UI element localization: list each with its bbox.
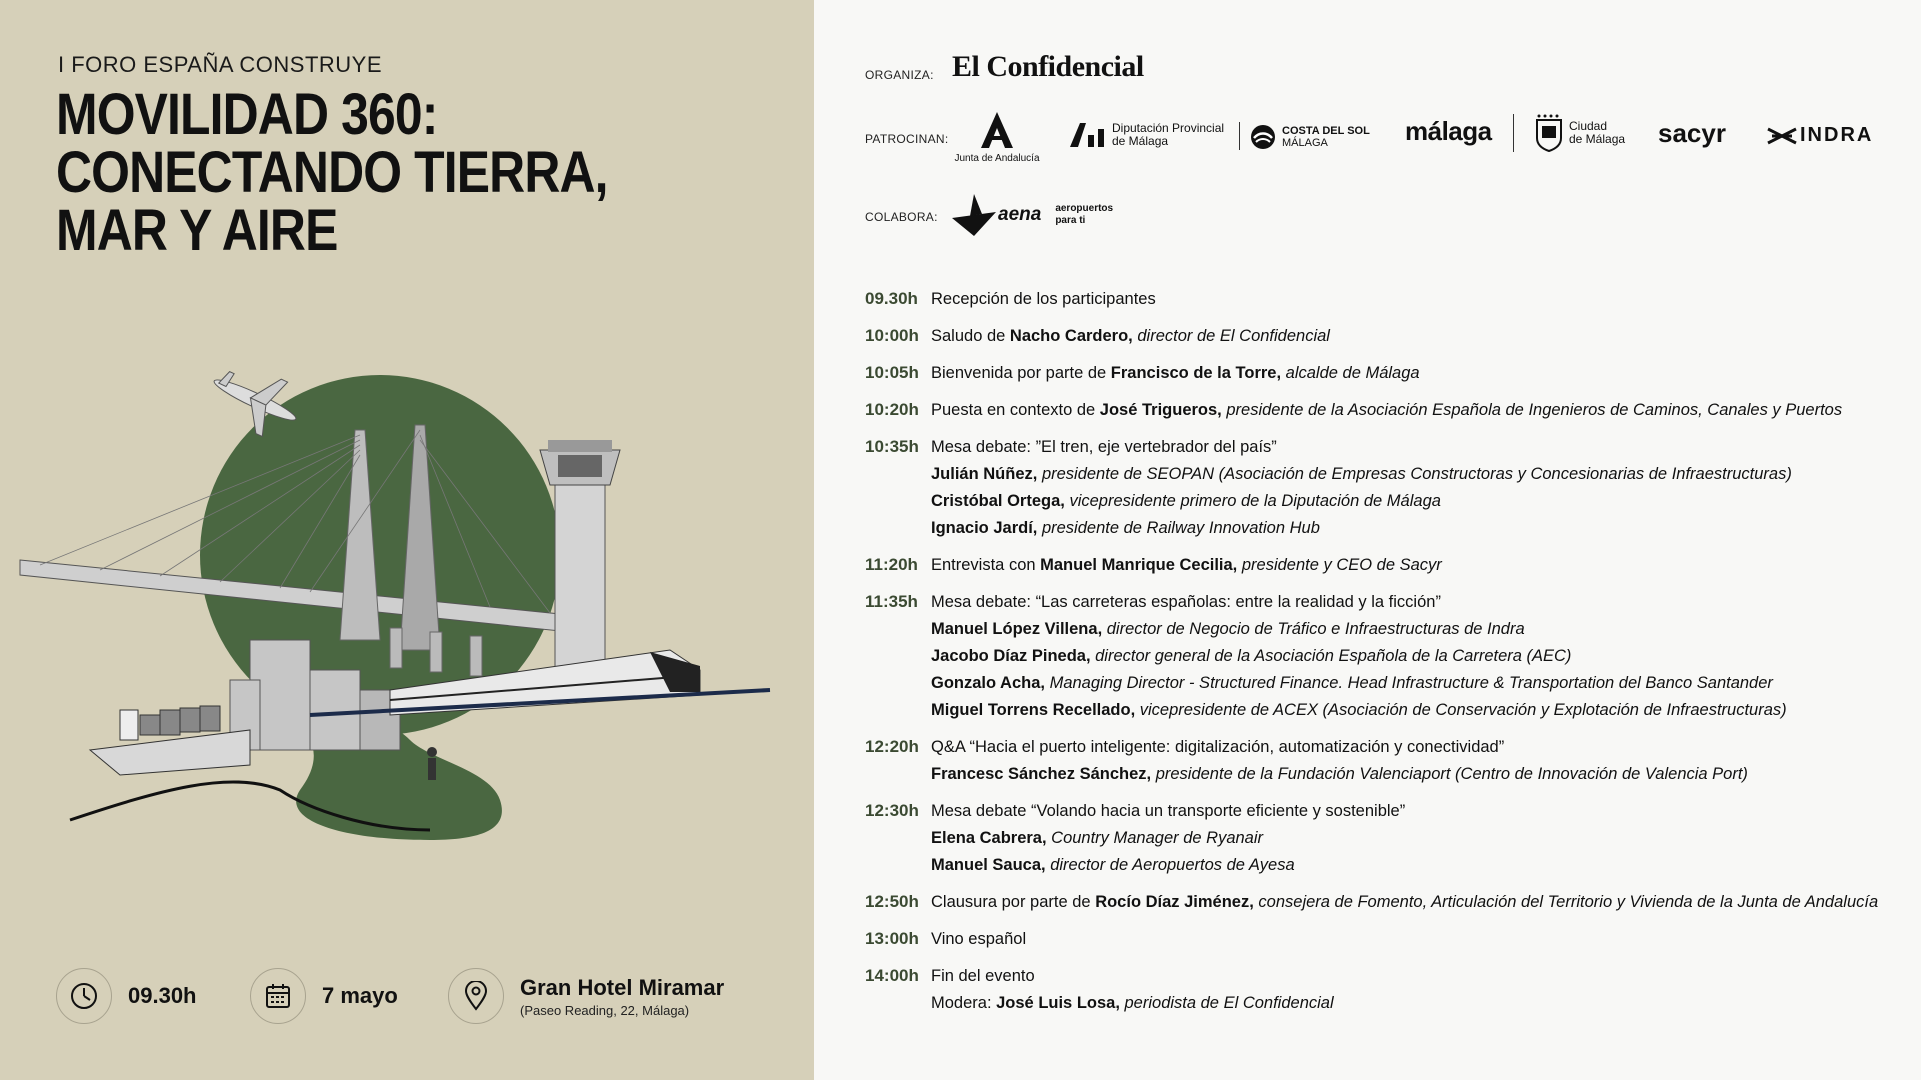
aena-logo — [952, 192, 1113, 238]
left-panel — [0, 0, 814, 1080]
agenda-time: 12:30h — [865, 801, 919, 820]
agenda-content — [931, 360, 1905, 387]
speaker-role: director de El Confidencial — [1132, 327, 1330, 345]
patrocinan-label: PATROCINAN: — [865, 132, 949, 146]
aena-tag-line2: para ti — [1055, 215, 1086, 226]
agenda-line — [931, 397, 1905, 424]
costa-del-sol-icon — [1250, 124, 1276, 150]
agenda-pre-text: Puesta en contexto de — [931, 401, 1100, 419]
speaker-name: Julián Núñez, — [931, 465, 1038, 483]
agenda-item — [865, 360, 1905, 387]
agenda-item — [865, 552, 1905, 579]
costa-line1: COSTA DEL SOL — [1282, 125, 1370, 137]
diputacion-line2: de Málaga — [1112, 134, 1169, 148]
diputacion-icon — [1070, 123, 1108, 147]
agenda-time: 12:20h — [865, 737, 919, 756]
agenda-text: Q&A “Hacia el puerto inteligente: digitalización, automatización y conectividad” — [931, 738, 1505, 756]
moderator-prefix: Modera: — [931, 994, 997, 1012]
agenda-line — [931, 734, 1905, 761]
agenda-item — [865, 589, 1905, 724]
sacyr-logo: sacyr — [1658, 118, 1726, 148]
agenda-line — [931, 323, 1905, 350]
speaker-role: Country Manager de Ryanair — [1046, 829, 1264, 847]
speaker-name: Rocío Díaz Jiménez, — [1095, 893, 1254, 911]
agenda-time: 09.30h — [865, 289, 918, 308]
agenda-line — [931, 889, 1905, 916]
speaker-name: Nacho Cardero, — [1009, 327, 1133, 345]
info-time — [56, 968, 197, 1024]
speaker-role: vicepresidente primero de la Diputación de Málaga — [1064, 492, 1441, 510]
speaker-name: Cristóbal Ortega, — [931, 492, 1065, 510]
agenda-item — [865, 926, 1905, 953]
agenda-content — [931, 589, 1905, 724]
event-venue: Gran Hotel Miramar — [520, 974, 725, 1000]
logo-divider — [1239, 122, 1240, 150]
speaker-name: Manuel Manrique Cecilia, — [1040, 556, 1238, 574]
junta-andalucia-text: Junta de Andalucía — [954, 153, 1040, 164]
speaker-name: Ignacio Jardí, — [931, 519, 1038, 537]
speaker-name: Elena Cabrera, — [931, 829, 1047, 847]
agenda-pre-text: Bienvenida por parte de — [931, 364, 1111, 382]
event-address: (Paseo Reading, 22, Málaga) — [520, 1002, 690, 1018]
agenda-text: Mesa debate: ”El tren, eje vertebrador del país” — [931, 438, 1277, 456]
el-confidencial-logo: El Confidencial — [952, 50, 1144, 83]
speaker-role: director de Negocio de Tráfico e Infraestructuras de Indra — [1102, 620, 1525, 638]
agenda-time: 11:20h — [865, 555, 918, 574]
agenda-line — [931, 963, 1905, 990]
agenda-line — [931, 360, 1905, 387]
event-date: 7 mayo — [322, 983, 398, 1008]
moderator-name: José Luis Losa, — [996, 994, 1120, 1012]
agenda-time: 10:35h — [865, 437, 919, 456]
agenda-item — [865, 798, 1905, 879]
agenda-time: 10:00h — [865, 326, 919, 345]
organiza-label: ORGANIZA: — [865, 68, 934, 82]
speaker-role: presidente de la Asociación Española de Ingenieros de Caminos, Canales y Puertos — [1221, 401, 1843, 419]
agenda-pre-text: Saludo de — [931, 327, 1010, 345]
agenda-line — [931, 488, 1905, 515]
agenda-text: Fin del evento — [931, 967, 1035, 985]
diputacion-malaga-logo — [1070, 122, 1224, 148]
agenda-content — [931, 552, 1905, 579]
speaker-role: presidente de la Fundación Valenciaport (Centro de Innovación de Valencia Port) — [1151, 765, 1748, 783]
agenda-line — [931, 926, 1905, 953]
speaker-role: Managing Director - Structured Finance. Head Infrastructure & Transportation del Banco Santander — [1045, 674, 1773, 692]
agenda-content — [931, 963, 1905, 990]
ciudad-line1: Ciudad — [1569, 119, 1608, 133]
agenda-text: Vino español — [931, 930, 1027, 948]
ciudad-shield-icon — [1535, 114, 1563, 152]
diputacion-line1: Diputación Provincial — [1112, 121, 1225, 135]
agenda-line — [931, 825, 1905, 852]
speaker-role: director general de la Asociación Española de la Carretera (AEC) — [1090, 647, 1572, 665]
speaker-role: vicepresidente de ACEX (Asociación de Conservación y Explotación de Infraestructuras) — [1135, 701, 1787, 719]
speaker-name: Gonzalo Acha, — [931, 674, 1045, 692]
agenda-item — [865, 889, 1905, 916]
speaker-name: Miguel Torrens Recellado, — [931, 701, 1136, 719]
agenda-content — [931, 926, 1905, 953]
agenda-item — [865, 434, 1905, 542]
aena-icon — [952, 192, 996, 238]
title-line-3: MAR Y AIRE — [56, 198, 338, 263]
speaker-role: presidente y CEO de Sacyr — [1237, 556, 1442, 574]
agenda-line — [931, 616, 1905, 643]
agenda-line — [931, 461, 1905, 488]
agenda-line — [931, 286, 1905, 313]
info-place — [448, 968, 724, 1024]
agenda-content — [931, 889, 1905, 916]
agenda-line — [931, 643, 1905, 670]
moderator-line — [931, 994, 1334, 1013]
agenda-line — [931, 852, 1905, 879]
speaker-name: Manuel Sauca, — [931, 856, 1046, 874]
agenda-content — [931, 397, 1905, 424]
agenda-time: 14:00h — [865, 966, 919, 985]
aena-tag-line1: aeropuertos — [1055, 203, 1114, 214]
agenda-content — [931, 798, 1905, 879]
indra-text: INDRA — [1800, 124, 1874, 146]
agenda-line — [931, 670, 1905, 697]
colabora-label: COLABORA: — [865, 210, 938, 224]
agenda-item — [865, 963, 1905, 990]
agenda-text: Mesa debate: “Las carreteras españolas: entre la realidad y la ficción” — [931, 593, 1441, 611]
cargo-ship — [90, 706, 250, 775]
agenda-item — [865, 734, 1905, 788]
speaker-role: consejera de Fomento, Articulación del Territorio y Vivienda de la Junta de Andalucía — [1253, 893, 1879, 911]
agenda-line — [931, 434, 1905, 461]
agenda-text: Recepción de los participantes — [931, 290, 1156, 308]
clock-icon — [56, 968, 112, 1024]
speaker-name: José Trigueros, — [1099, 401, 1222, 419]
costa-line2: MÁLAGA — [1282, 137, 1328, 149]
walking-person — [427, 747, 437, 780]
agenda-line — [931, 515, 1905, 542]
speaker-role: alcalde de Málaga — [1281, 364, 1420, 382]
agenda-content — [931, 323, 1905, 350]
junta-andalucia-icon — [977, 110, 1017, 150]
malaga-logo: málaga — [1405, 116, 1492, 146]
indra-icon — [1766, 127, 1798, 145]
agenda-content — [931, 434, 1905, 542]
agenda-time: 11:35h — [865, 592, 918, 611]
transport-collage-illustration — [10, 370, 780, 850]
event-time: 09.30h — [128, 983, 197, 1008]
speaker-role: director de Aeropuertos de Ayesa — [1045, 856, 1295, 874]
indra-logo — [1766, 124, 1873, 147]
agenda-time: 12:50h — [865, 892, 919, 911]
agenda-pre-text: Clausura por parte de — [931, 893, 1096, 911]
ciudad-de-malaga-logo — [1535, 114, 1625, 152]
agenda-time: 13:00h — [865, 929, 919, 948]
agenda-text: Mesa debate “Volando hacia un transporte eficiente y sostenible” — [931, 802, 1406, 820]
aena-text: aena — [998, 204, 1042, 225]
info-date — [250, 968, 398, 1024]
event-title — [56, 82, 675, 263]
speaker-name: Francesc Sánchez Sánchez, — [931, 765, 1152, 783]
title-line-2: CONECTANDO TIERRA, — [56, 140, 608, 205]
logo-divider-2 — [1513, 114, 1514, 152]
junta-andalucia-logo — [952, 110, 1042, 164]
agenda-item — [865, 397, 1905, 424]
event-kicker: I FORO ESPAÑA CONSTRUYE — [58, 52, 383, 77]
speaker-name: Manuel López Villena, — [931, 620, 1103, 638]
agenda-line — [931, 697, 1905, 724]
agenda-content — [931, 734, 1905, 788]
moderator-role: periodista de El Confidencial — [1119, 994, 1334, 1012]
location-pin-icon — [448, 968, 504, 1024]
agenda-item — [865, 323, 1905, 350]
agenda-time: 10:20h — [865, 400, 919, 419]
ciudad-line2: de Málaga — [1569, 132, 1626, 146]
speaker-role: presidente de Railway Innovation Hub — [1037, 519, 1320, 537]
agenda-content — [931, 286, 1905, 313]
agenda-line — [931, 589, 1905, 616]
agenda-line — [931, 798, 1905, 825]
speaker-name: Jacobo Díaz Pineda, — [931, 647, 1091, 665]
agenda-pre-text: Entrevista con — [931, 556, 1041, 574]
agenda-line — [931, 761, 1905, 788]
agenda-item — [865, 286, 1905, 313]
calendar-icon — [250, 968, 306, 1024]
speaker-name: Francisco de la Torre, — [1110, 364, 1282, 382]
agenda-time: 10:05h — [865, 363, 919, 382]
speaker-role: presidente de SEOPAN (Asociación de Empresas Constructoras y Concesionarias de Infraestructuras) — [1037, 465, 1792, 483]
agenda-line — [931, 552, 1905, 579]
agenda-list — [865, 286, 1905, 1000]
costa-del-sol-logo — [1250, 124, 1370, 150]
title-line-1: MOVILIDAD 360: — [56, 82, 438, 147]
